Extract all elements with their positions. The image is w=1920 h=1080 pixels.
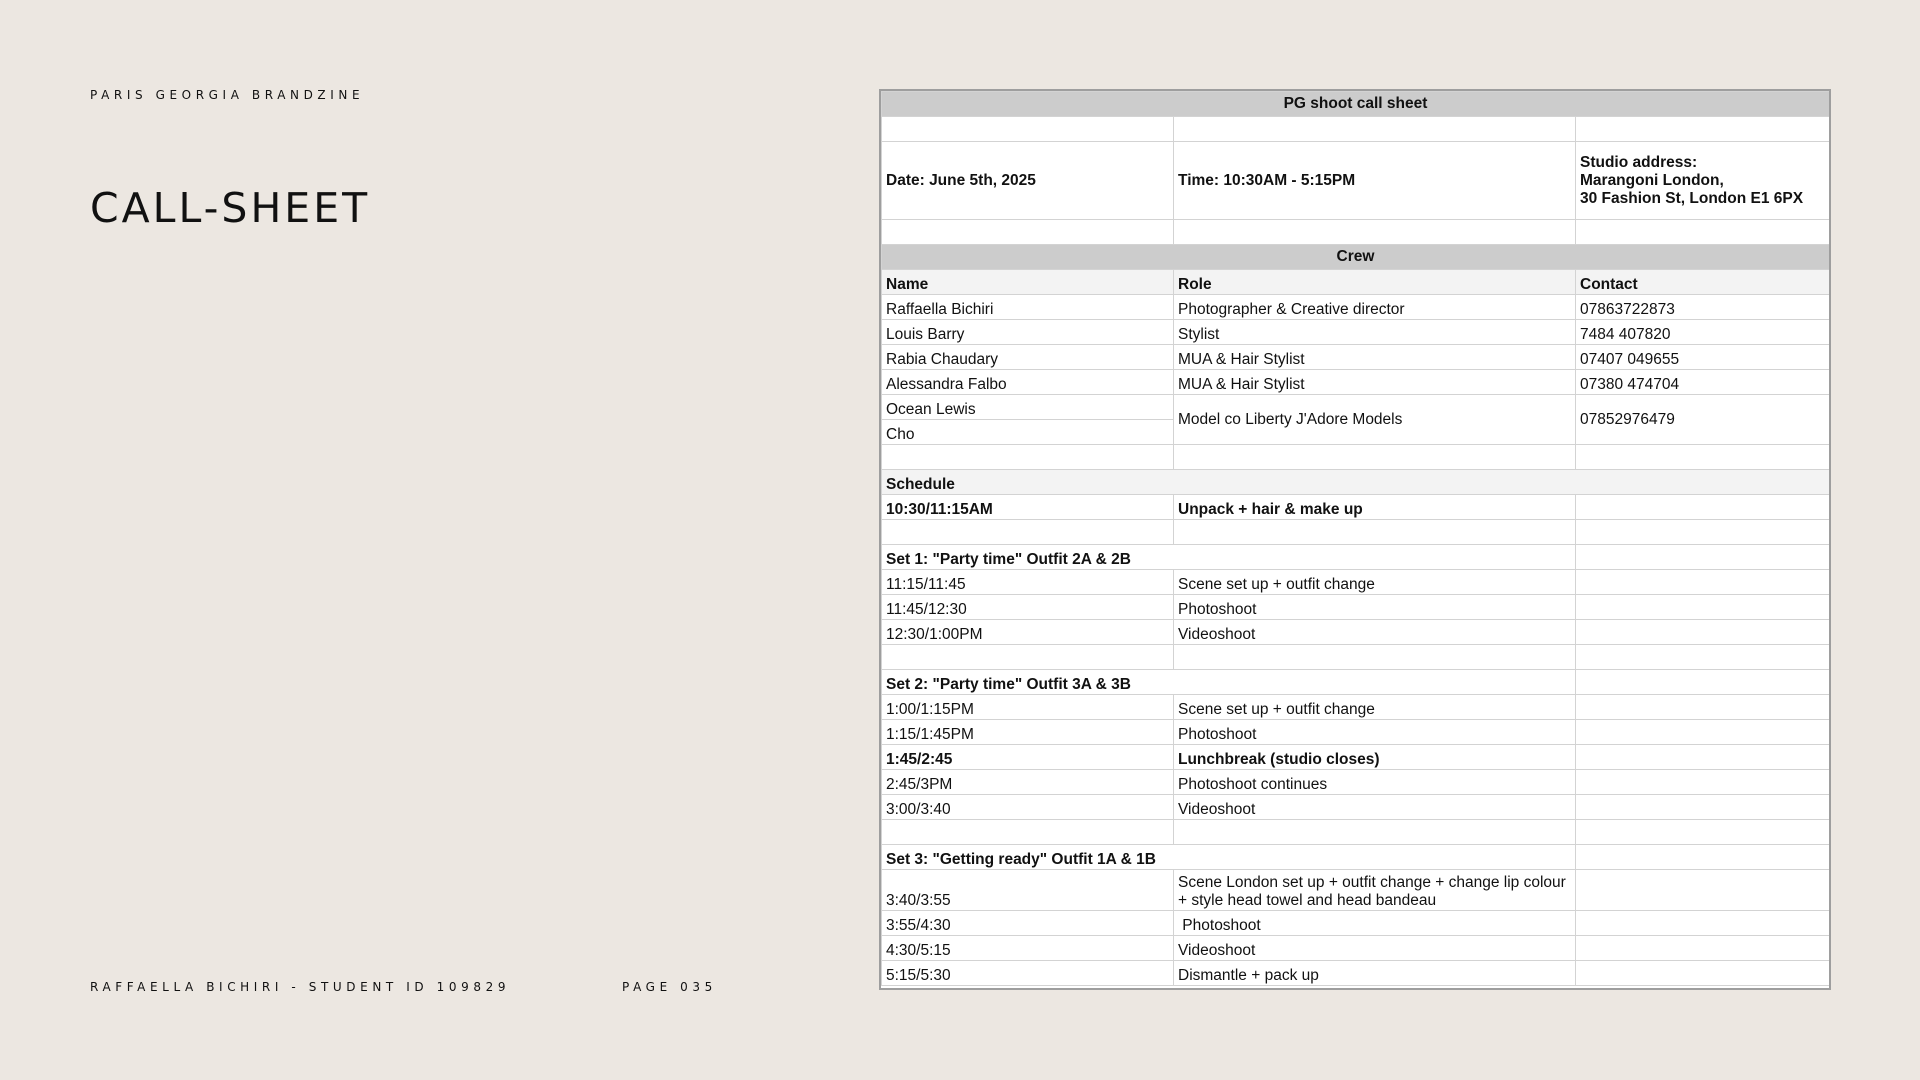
empty-row <box>882 445 1830 470</box>
crew-name: Louis Barry <box>882 320 1174 345</box>
set-title-row <box>882 545 1830 570</box>
crew-role: MUA & Hair Stylist <box>1174 370 1576 395</box>
schedule-task: Scene London set up + outfit change + change lip colour + style head towel and head bandeau <box>1174 870 1576 911</box>
crew-row <box>882 320 1830 345</box>
schedule-row <box>882 770 1830 795</box>
set-title-row <box>882 670 1830 695</box>
crew-contact: 07863722873 <box>1576 295 1830 320</box>
header-contact: Contact <box>1576 270 1830 295</box>
empty-row <box>882 645 1830 670</box>
schedule-time: 1:45/2:45 <box>882 745 1174 770</box>
schedule-time: 1:15/1:45PM <box>882 720 1174 745</box>
schedule-time: 2:45/3PM <box>882 770 1174 795</box>
crew-role: Stylist <box>1174 320 1576 345</box>
schedule-row <box>882 595 1830 620</box>
crew-header-row <box>882 270 1830 295</box>
crew-name: Cho <box>882 420 1174 445</box>
call-sheet-table <box>881 91 1830 986</box>
crew-name: Rabia Chaudary <box>882 345 1174 370</box>
crew-name: Raffaella Bichiri <box>882 295 1174 320</box>
sheet-title: PG shoot call sheet <box>882 92 1830 117</box>
schedule-row <box>882 620 1830 645</box>
schedule-task: Photoshoot <box>1174 720 1576 745</box>
schedule-time: 3:00/3:40 <box>882 795 1174 820</box>
crew-contact: 7484 407820 <box>1576 320 1830 345</box>
set-title: Set 2: "Party time" Outfit 3A & 3B <box>882 670 1576 695</box>
set-title-row <box>882 845 1830 870</box>
crew-title: Crew <box>882 245 1830 270</box>
lunch-row <box>882 745 1830 770</box>
schedule-task: Photoshoot continues <box>1174 770 1576 795</box>
page-title: CALL-SHEET <box>90 184 371 232</box>
crew-band <box>882 245 1830 270</box>
schedule-task: Lunchbreak (studio closes) <box>1174 745 1576 770</box>
empty-row <box>882 220 1830 245</box>
set-title: Set 3: "Getting ready" Outfit 1A & 1B <box>882 845 1576 870</box>
crew-contact: 07380 474704 <box>1576 370 1830 395</box>
schedule-header-row <box>882 470 1830 495</box>
crew-name: Ocean Lewis <box>882 395 1174 420</box>
schedule-row <box>882 936 1830 961</box>
schedule-row <box>882 961 1830 986</box>
crew-name: Alessandra Falbo <box>882 370 1174 395</box>
schedule-row <box>882 795 1830 820</box>
schedule-task: Videoshoot <box>1174 936 1576 961</box>
empty-row <box>882 117 1830 142</box>
call-sheet-table-container <box>879 89 1831 990</box>
schedule-row <box>882 570 1830 595</box>
schedule-task: Scene set up + outfit change <box>1174 695 1576 720</box>
schedule-task: Scene set up + outfit change <box>1174 570 1576 595</box>
schedule-row <box>882 870 1830 911</box>
empty-row <box>882 820 1830 845</box>
schedule-time: 10:30/11:15AM <box>882 495 1174 520</box>
brand-label: PARIS GEORGIA BRANDZINE <box>90 88 365 102</box>
schedule-task: Unpack + hair & make up <box>1174 495 1576 520</box>
crew-row <box>882 345 1830 370</box>
crew-role: Model co Liberty J'Adore Models <box>1174 395 1576 445</box>
schedule-title: Schedule <box>882 470 1830 495</box>
schedule-time: 3:55/4:30 <box>882 911 1174 936</box>
schedule-time: 1:00/1:15PM <box>882 695 1174 720</box>
crew-contact: 07852976479 <box>1576 395 1830 445</box>
footer-author: RAFFAELLA BICHIRI - STUDENT ID 109829 <box>90 980 511 994</box>
schedule-task: Photoshoot <box>1174 595 1576 620</box>
schedule-row <box>882 695 1830 720</box>
empty-row <box>882 520 1830 545</box>
schedule-row <box>882 720 1830 745</box>
schedule-row <box>882 911 1830 936</box>
sheet-title-row <box>882 92 1830 117</box>
footer-page-number: PAGE 035 <box>622 980 717 994</box>
schedule-row <box>882 495 1830 520</box>
crew-role: MUA & Hair Stylist <box>1174 345 1576 370</box>
crew-row <box>882 295 1830 320</box>
studio-address <box>1576 142 1830 220</box>
address-line: Marangoni London, <box>1580 171 1724 189</box>
crew-role: Photographer & Creative director <box>1174 295 1576 320</box>
schedule-time: 11:45/12:30 <box>882 595 1174 620</box>
schedule-time: 4:30/5:15 <box>882 936 1174 961</box>
schedule-time: 12:30/1:00PM <box>882 620 1174 645</box>
header-name: Name <box>882 270 1174 295</box>
crew-row <box>882 370 1830 395</box>
crew-row <box>882 395 1830 420</box>
schedule-time: 5:15/5:30 <box>882 961 1174 986</box>
schedule-task: Videoshoot <box>1174 795 1576 820</box>
schedule-time: 11:15/11:45 <box>882 570 1174 595</box>
set-title: Set 1: "Party time" Outfit 2A & 2B <box>882 545 1576 570</box>
schedule-task: Videoshoot <box>1174 620 1576 645</box>
schedule-task: Dismantle + pack up <box>1174 961 1576 986</box>
address-line: Studio address: <box>1580 153 1698 171</box>
shoot-date: Date: June 5th, 2025 <box>882 142 1174 220</box>
header-role: Role <box>1174 270 1576 295</box>
schedule-task: Photoshoot <box>1174 911 1576 936</box>
schedule-time: 3:40/3:55 <box>882 870 1174 911</box>
shoot-info-row <box>882 142 1830 220</box>
address-line: 30 Fashion St, London E1 6PX <box>1580 189 1804 207</box>
crew-contact: 07407 049655 <box>1576 345 1830 370</box>
shoot-time: Time: 10:30AM - 5:15PM <box>1174 142 1576 220</box>
